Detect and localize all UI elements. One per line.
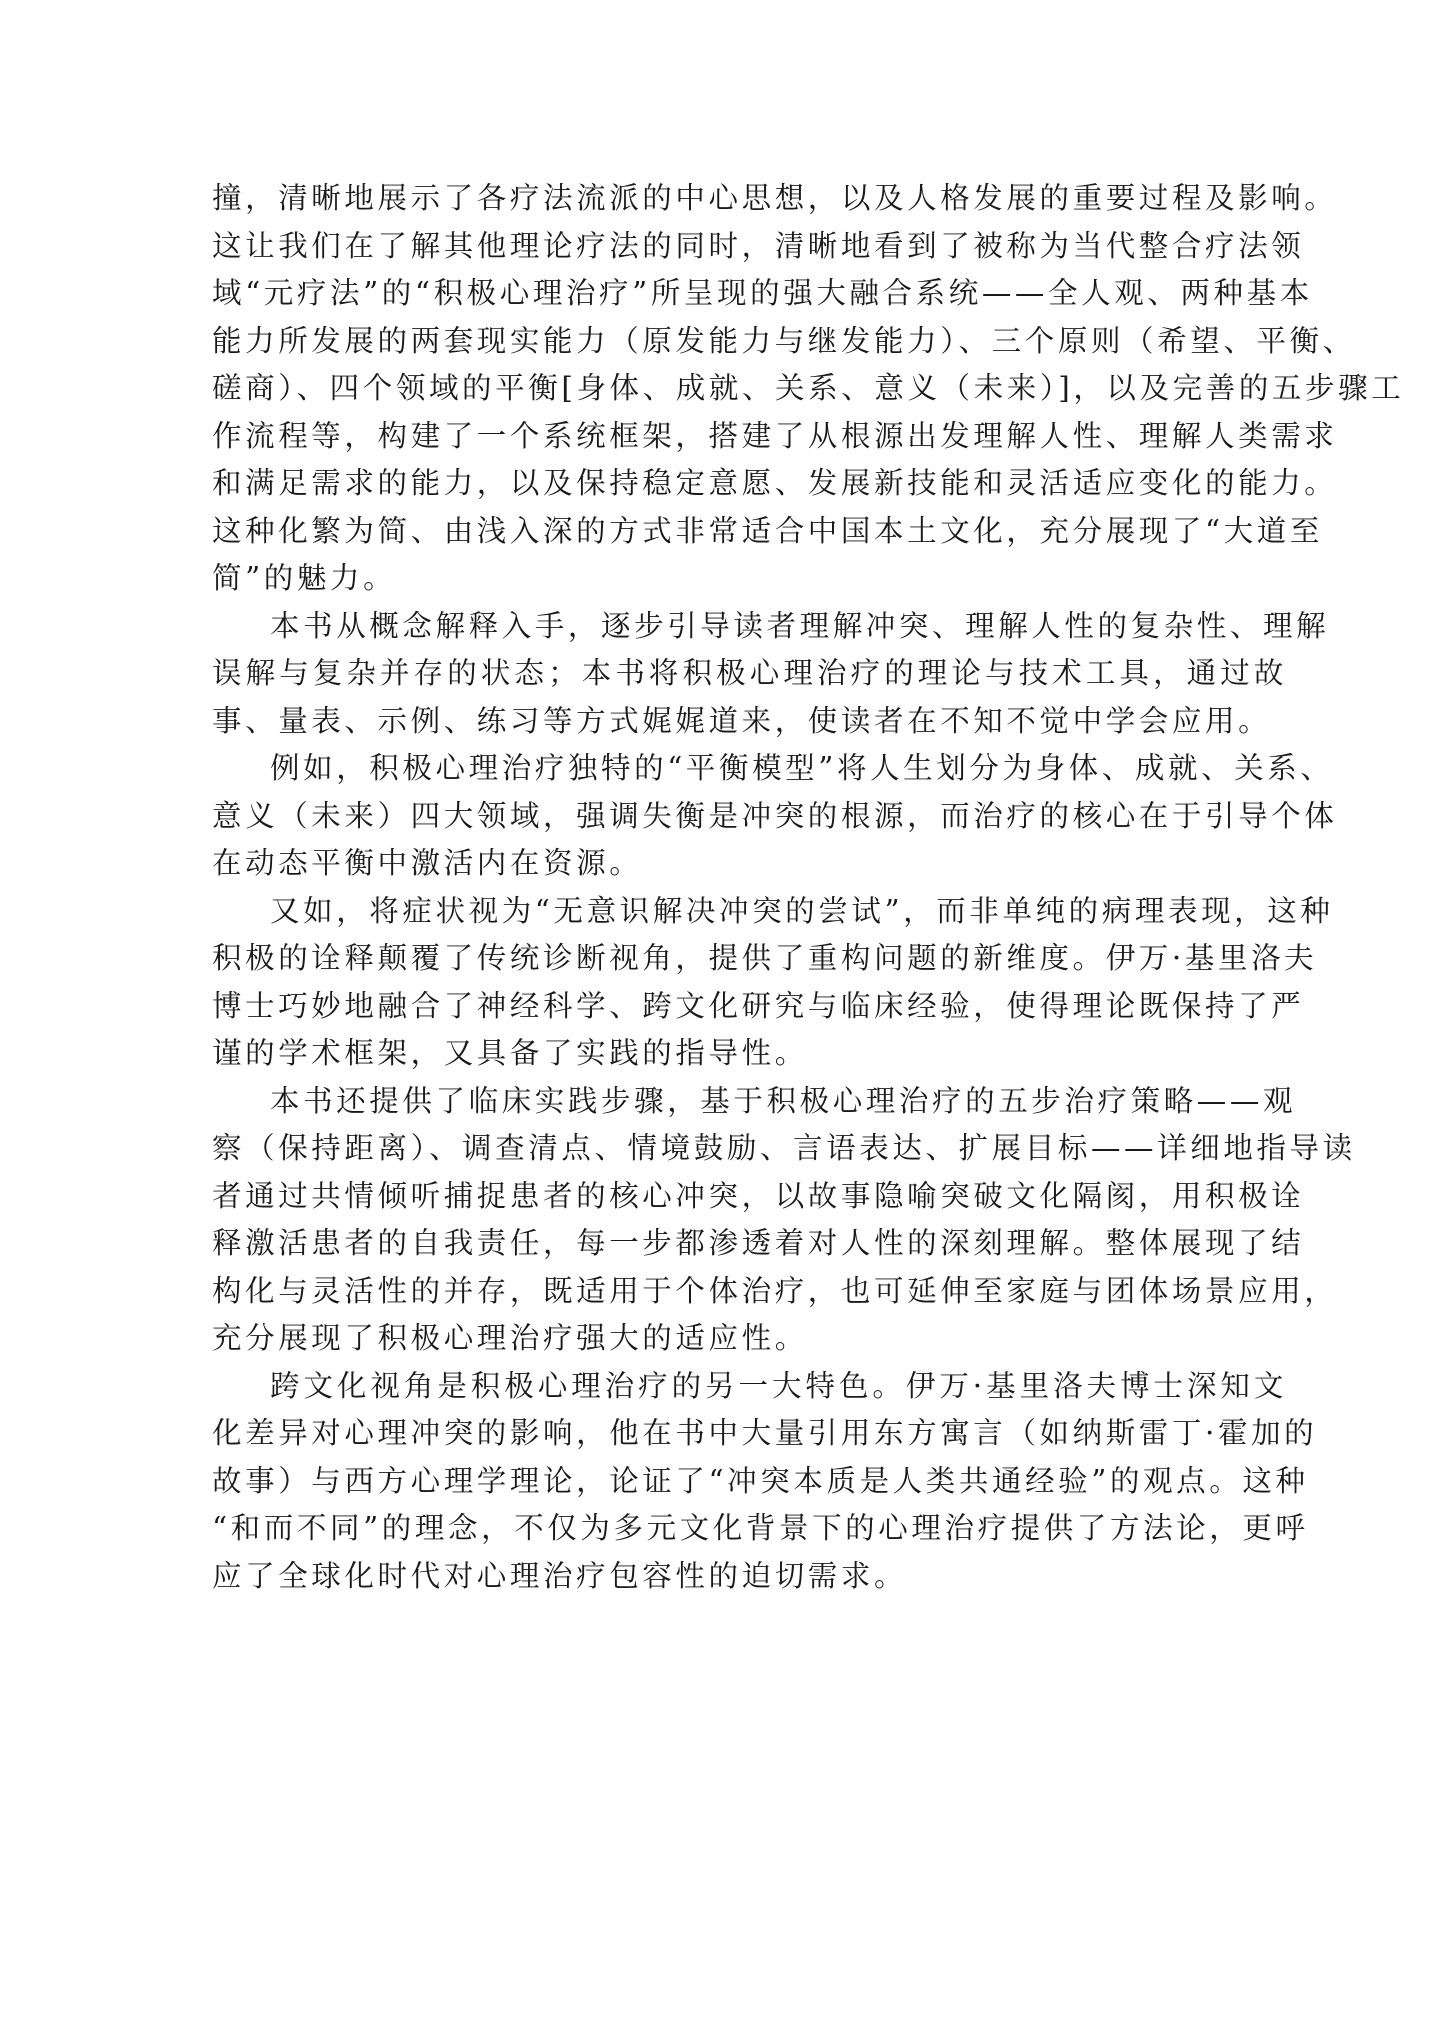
text-line: 谨的学术框架，又具备了实践的指导性。 <box>212 1036 808 1070</box>
text-line: “和而不同”的理念，不仅为多元文化背景下的心理治疗提供了方法论，更呼 <box>212 1511 1309 1545</box>
text-line: 者通过共情倾听捕捉患者的核心冲突，以故事隐喻突破文化隔阂，用积极诠 <box>212 1178 1305 1213</box>
text-line: 应了全球化时代对心理治疗包容性的迫切需求。 <box>212 1558 908 1593</box>
text-line: 博士巧妙地融合了神经科学、跨文化研究与临床经验，使得理论既保持了严 <box>212 988 1305 1023</box>
text-line: 释激活患者的自我责任，每一步都渗透着对人性的深刻理解。整体展现了结 <box>212 1226 1305 1260</box>
text-line: 和满足需求的能力，以及保持稳定意愿、发展新技能和灵活适应变化的能力。 <box>212 466 1338 500</box>
text-line: 跨文化视角是积极心理治疗的另一大特色。伊万·基里洛夫博士深知文 <box>270 1368 1287 1403</box>
text-line: 这让我们在了解其他理论疗法的同时，清晰地看到了被称为当代整合疗法领 <box>212 228 1305 263</box>
text-line: 充分展现了积极心理治疗强大的适应性。 <box>212 1321 808 1355</box>
text-line: 这种化繁为简、由浅入深的方式非常适合中国本土文化，充分展现了“大道至 <box>212 513 1323 548</box>
text-line: 积极的诠释颠覆了传统诊断视角，提供了重构问题的新维度。伊万·基里洛夫 <box>212 941 1318 975</box>
text-line: 例如，积极心理治疗独特的“平衡模型”将人生划分为身体、成就、关系、 <box>270 751 1334 785</box>
text-line: 作流程等，构建了一个系统框架，搭建了从根源出发理解人性、理解人类需求 <box>212 418 1338 453</box>
text-line: 在动态平衡中激活内在资源。 <box>212 846 643 880</box>
text-line: 本书还提供了临床实践步骤，基于积极心理治疗的五步治疗策略——观 <box>270 1083 1297 1118</box>
body-text <box>212 175 1405 1600</box>
text-line: 本书从概念解释入手，逐步引导读者理解冲突、理解人性的复杂性、理解 <box>270 608 1330 643</box>
text-line: 能力所发展的两套现实能力（原发能力与继发能力）、三个原则（希望、平衡、 <box>212 323 1356 358</box>
text-line: 域“元疗法”的“积极心理治疗”所呈现的强大融合系统——全人观、两种基本 <box>212 276 1313 310</box>
text-line: 撞，清晰地展示了各疗法流派的中心思想，以及人格发展的重要过程及影响。 <box>212 181 1338 215</box>
text-line: 事、量表、示例、练习等方式娓娓道来，使读者在不知不觉中学会应用。 <box>212 703 1272 738</box>
text-line: 察（保持距离）、调查清点、情境鼓励、言语表达、扩展目标——详细地指导读 <box>212 1131 1356 1165</box>
text-line: 构化与灵活性的并存，既适用于个体治疗，也可延伸至家庭与团体场景应用， <box>212 1273 1338 1308</box>
text-line: 又如，将症状视为“无意识解决冲突的尝试”，而非单纯的病理表现，这种 <box>270 893 1334 928</box>
text-line: 误解与复杂并存的状态；本书将积极心理治疗的理论与技术工具，通过故 <box>212 656 1287 690</box>
text-line: 故事）与西方心理学理论，论证了“冲突本质是人类共通经验”的观点。这种 <box>212 1463 1309 1498</box>
text-line: 化差异对心理冲突的影响，他在书中大量引用东方寓言（如纳斯雷丁·霍加的 <box>212 1416 1318 1450</box>
text-line: 磋商）、四个领域的平衡[身体、成就、关系、意义（未来）]，以及完善的五步骤工 <box>212 371 1405 405</box>
text-line: 简”的魅力。 <box>212 561 397 595</box>
text-line: 意义（未来）四大领域，强调失衡是冲突的根源，而治疗的核心在于引导个体 <box>212 798 1338 833</box>
